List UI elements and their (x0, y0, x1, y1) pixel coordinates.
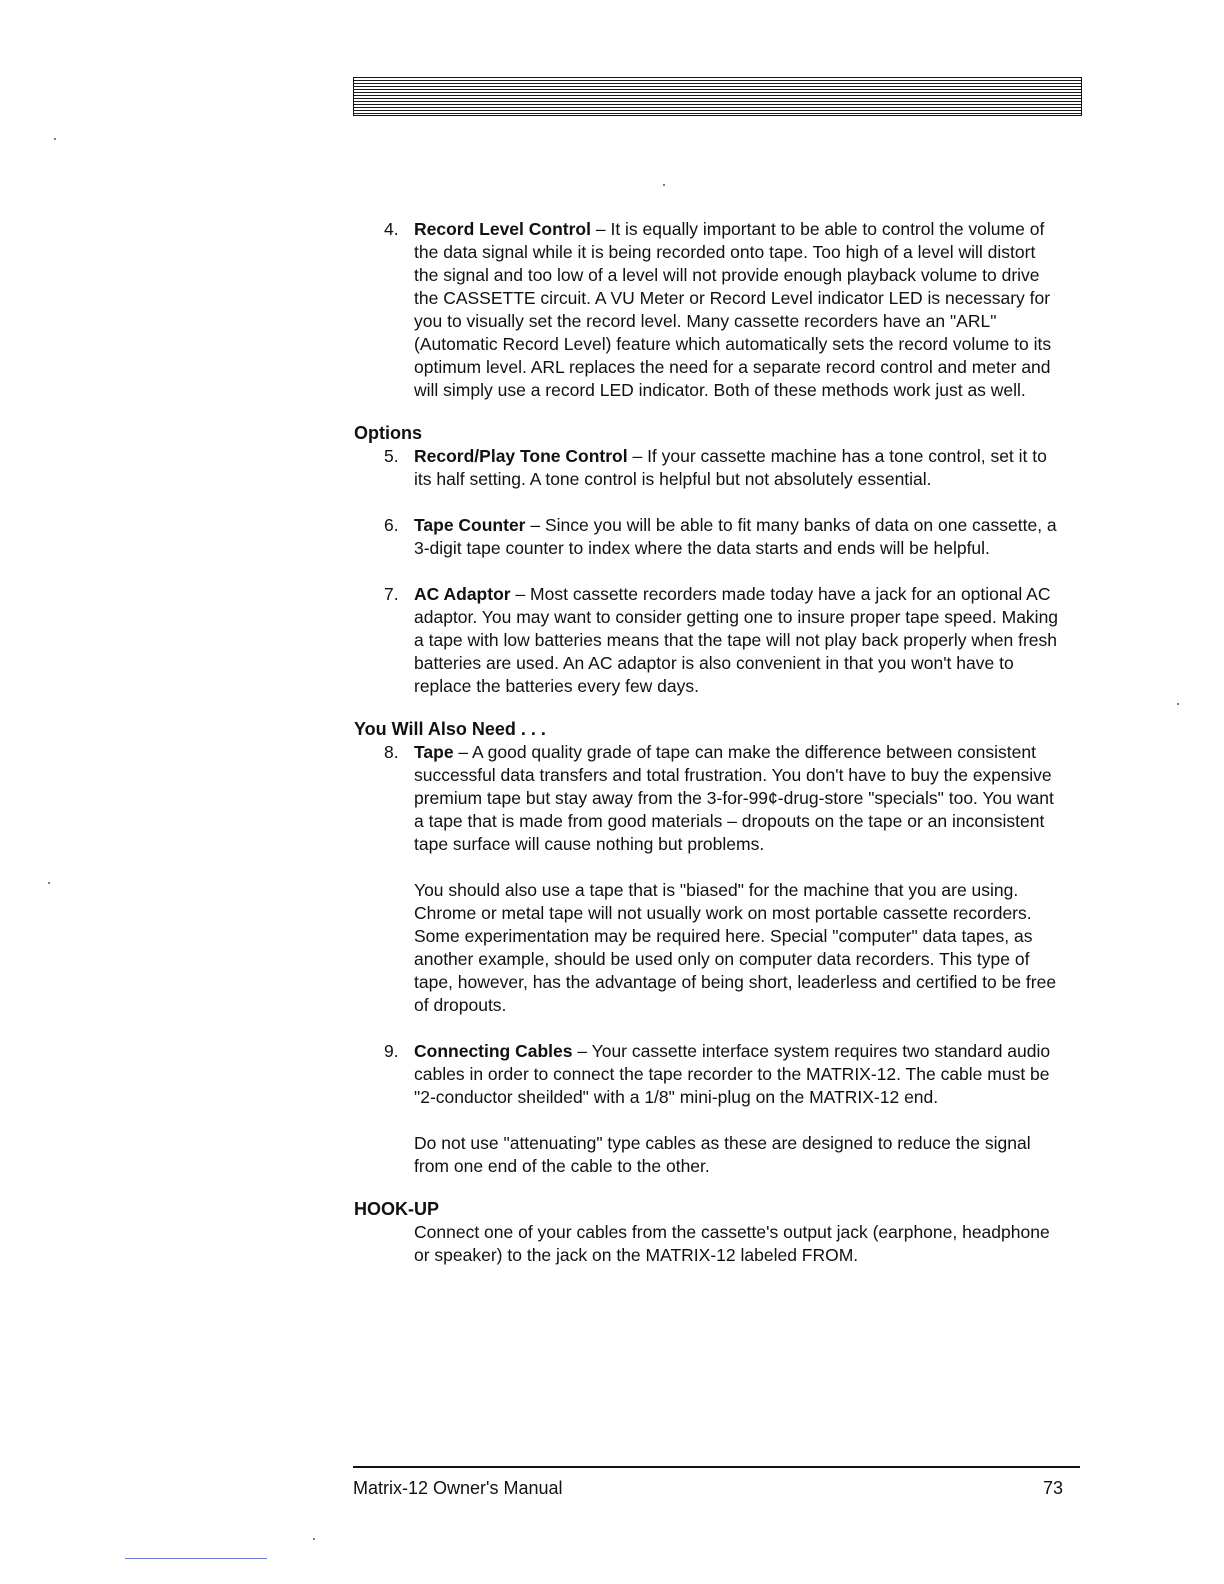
item-paragraph: AC Adaptor – Most cassette recorders made today have a jack for an optional AC adaptor. You may want to consider getting one to insure proper tape speed. Making a tape with low batteries means that the tape will not play back properly when fresh batteries are used. An AC adaptor is also convenient in that you won't have to replace the batteries every few days. (414, 584, 1059, 696)
list-item-tone-control (354, 445, 1059, 491)
footer-rule (353, 1466, 1080, 1468)
list-item-tape (354, 741, 1059, 1017)
scan-speck (48, 882, 50, 884)
item-term: Tape Counter (414, 515, 526, 535)
header-rule-bar (353, 77, 1082, 116)
scan-speck (313, 1538, 315, 1540)
scan-speck (54, 138, 56, 140)
list-item-record-level-control (354, 218, 1059, 402)
section-heading-hookup: HOOK-UP (354, 1199, 439, 1219)
scan-edge-line (125, 1558, 267, 1559)
section-heading-options: Options (354, 423, 422, 443)
item-number: 5. (384, 446, 399, 466)
item-paragraph: Record/Play Tone Control – If your cassette machine has a tone control, set it to its half setting. A tone control is helpful but not absolutely essential. (414, 446, 1047, 489)
item-term: Record/Play Tone Control (414, 446, 628, 466)
item-term: Record Level Control (414, 219, 591, 239)
item-body: A good quality grade of tape can make the difference between consistent successful data transfers and total frustration. You don't have to buy the expensive premium tape but stay away from the 3-for-99¢-drug-store "specials" too. You want a tape that is made from good materials – dropouts on the tape or an inconsistent tape surface will cause nothing but problems. (414, 742, 1054, 854)
item-number: 8. (384, 742, 399, 762)
item-term: Connecting Cables (414, 1041, 573, 1061)
scan-speck (663, 184, 665, 186)
item-number: 6. (384, 515, 399, 535)
page-content (354, 218, 1059, 1267)
item-body: Most cassette recorders made today have a jack for an optional AC adaptor. You may want to consider getting one to insure proper tape speed. Making a tape with low batteries means that the tape will not play back properly when fresh batteries are used. An AC adaptor is also convenient in that you won't have to replace the batteries every few days. (414, 584, 1059, 696)
page-number: 73 (1043, 1478, 1064, 1498)
item-body: It is equally important to be able to control the volume of the data signal while it is being recorded onto tape. Too high of a level will distort the signal and too low of a level will not provide enough playback volume to drive the CASSETTE circuit. A VU Meter or Record Level indicator LED is necessary for you to visually set the record level. Many cassette recorders have an "ARL" (Automatic Record Level) feature which automatically sets the record volume to its optimum level. ARL replaces the need for a separate record control and meter and will simply use a record LED indicator. Both of these methods work just as well. (414, 219, 1052, 400)
list-item-connecting-cables (354, 1040, 1059, 1178)
item-body: Your cassette interface system requires two standard audio cables in order to connect the tape recorder to the MATRIX-12. The cable must be "2-conductor sheilded" with a 1/8" mini-plug on the MATRIX-12 end. (414, 1041, 1051, 1107)
item-term: AC Adaptor (414, 584, 511, 604)
item-paragraph: Tape Counter – Since you will be able to fit many banks of data on one cassette, a 3-digit tape counter to index where the data starts and ends will be helpful. (414, 515, 1057, 558)
list-item-ac-adaptor (354, 583, 1059, 698)
item-number: 4. (384, 219, 399, 239)
footer-title: Matrix-12 Owner's Manual (353, 1478, 563, 1498)
item-body: Since you will be able to fit many banks of data on one cassette, a 3-digit tape counter to index where the data starts and ends will be helpful. (414, 515, 1057, 558)
item-term: Tape (414, 742, 454, 762)
section-heading-also-need: You Will Also Need . . . (354, 719, 546, 739)
scan-speck (1177, 703, 1179, 705)
item-paragraph: You should also use a tape that is "biased" for the machine that you are using. Chrome or metal tape will not usually work on most portable cassette recorders. Some experimentation may be required here. Special "computer" data tapes, as another example, should be used only on computer data recorders. This type of tape, however, has the advantage of being short, leaderless and certified to be free of dropouts. (414, 880, 1057, 1015)
item-body: If your cassette machine has a tone control, set it to its half setting. A tone control is helpful but not absolutely essential. (414, 446, 1047, 489)
item-number: 7. (384, 584, 399, 604)
item-paragraph: Tape – A good quality grade of tape can make the difference between consistent successful data transfers and total frustration. You don't have to buy the expensive premium tape but stay away from the 3-for-99¢-drug-store "specials" too. You want a tape that is made from good materials – dropouts on the tape or an inconsistent tape surface will cause nothing but problems. (414, 742, 1054, 854)
item-paragraph: Record Level Control – It is equally important to be able to control the volume of the data signal while it is being recorded onto tape. Too high of a level will distort the signal and too low of a level will not provide enough playback volume to drive the CASSETTE circuit. A VU Meter or Record Level indicator LED is necessary for you to visually set the record level. Many cassette recorders have an "ARL" (Automatic Record Level) feature which automatically sets the record volume to its optimum level. ARL replaces the need for a separate record control and meter and will simply use a record LED indicator. Both of these methods work just as well. (414, 219, 1052, 400)
item-paragraph: Connecting Cables – Your cassette interface system requires two standard audio cables in order to connect the tape recorder to the MATRIX-12. The cable must be "2-conductor sheilded" with a 1/8" mini-plug on the MATRIX-12 end. (414, 1041, 1051, 1107)
item-number: 9. (384, 1041, 399, 1061)
item-paragraph: Do not use "attenuating" type cables as these are designed to reduce the signal from one end of the cable to the other. (414, 1133, 1031, 1176)
list-item-tape-counter (354, 514, 1059, 560)
hookup-paragraph: Connect one of your cables from the cassette's output jack (earphone, headphone or speaker) to the jack on the MATRIX-12 labeled FROM. (414, 1222, 1050, 1265)
